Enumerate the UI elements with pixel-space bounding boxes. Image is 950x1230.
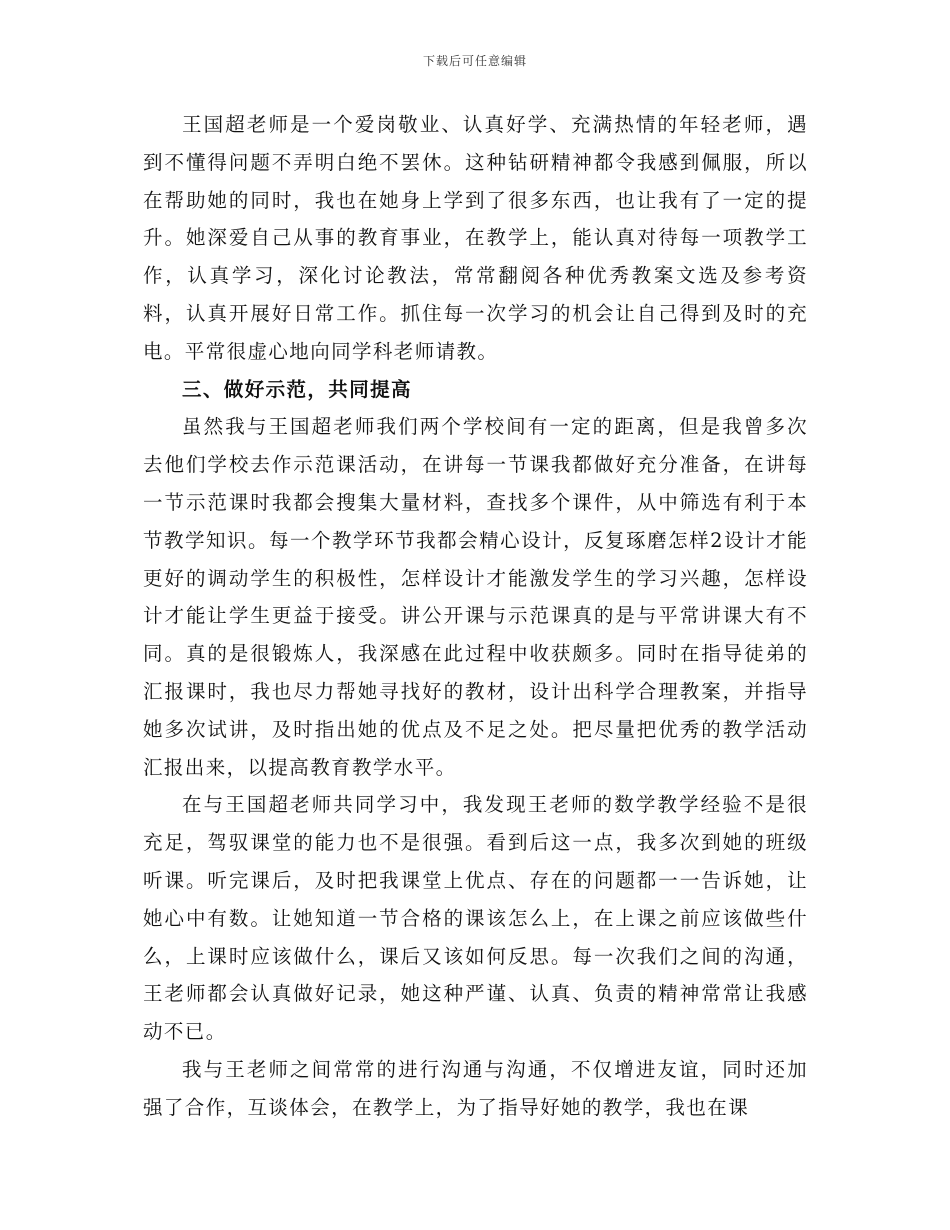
page-header-note: 下载后可任意编辑 xyxy=(422,54,527,68)
paragraph-2: 虽然我与王国超老师我们两个学校间有一定的距离，但是我曾多次去他们学校去作示范课活动，在讲每一节课我都做好充分准备，在讲每一节示范课时我都会搜集大量材料，查找多个课件，从中筛选有利于本节教学知识。每一个教学环节我都会精心设计，反复琢磨怎样2设计才能更好的调动学生的积极性，怎样设计才能激发学生的学习兴趣，怎样设计才能让学生更益于接受。讲公开课与示范课真的是与平常讲课大有不同。真的是很锻炼人，我深感在此过程中收获颇多。同时在指导徒弟的汇报课时，我也尽力帮她寻找好的教材，设计出科学合理教案，并指导她多次试讲，及时指出她的优点及不足之处。把尽量把优秀的教学活动汇报出来，以提高教育教学水平。 xyxy=(143,415,808,779)
paragraph-4: 我与王老师之间常常的进行沟通与沟通，不仅增进友谊，同时还加强了合作，互谈体会，在教学上，为了指导好她的教学，我也在课 xyxy=(143,1057,808,1119)
document-body xyxy=(143,106,808,1127)
section-heading-3: 三、做好示范，共同提高 xyxy=(182,377,412,401)
paragraph-3: 在与王国超老师共同学习中，我发现王老师的数学教学经验不是很充足，驾驭课堂的能力也不是很强。看到后这一点，我多次到她的班级听课。听完课后，及时把我课堂上优点、存在的问题都一一告诉她，让她心中有数。让她知道一节合格的课该怎么上，在上课之前应该做些什么，上课时应该做什么，课后又该如何反思。每一次我们之间的沟通，王老师都会认真做好记录，她这种严谨、认真、负责的精神常常让我感动不已。 xyxy=(143,793,808,1044)
paragraph-1: 王国超老师是一个爱岗敬业、认真好学、充满热情的年轻老师，遇到不懂得问题不弄明白绝不罢休。这种钻研精神都令我感到佩服，所以在帮助她的同时，我也在她身上学到了很多东西，也让我有了一定的提升。她深爱自己从事的教育事业，在教学上，能认真对待每一项教学工作，认真学习，深化讨论教法，常常翻阅各种优秀教案文选及参考资料，认真开展好日常工作。抓住每一次学习的机会让自己得到及时的充电。平常很虚心地向同学科老师请教。 xyxy=(143,113,808,363)
